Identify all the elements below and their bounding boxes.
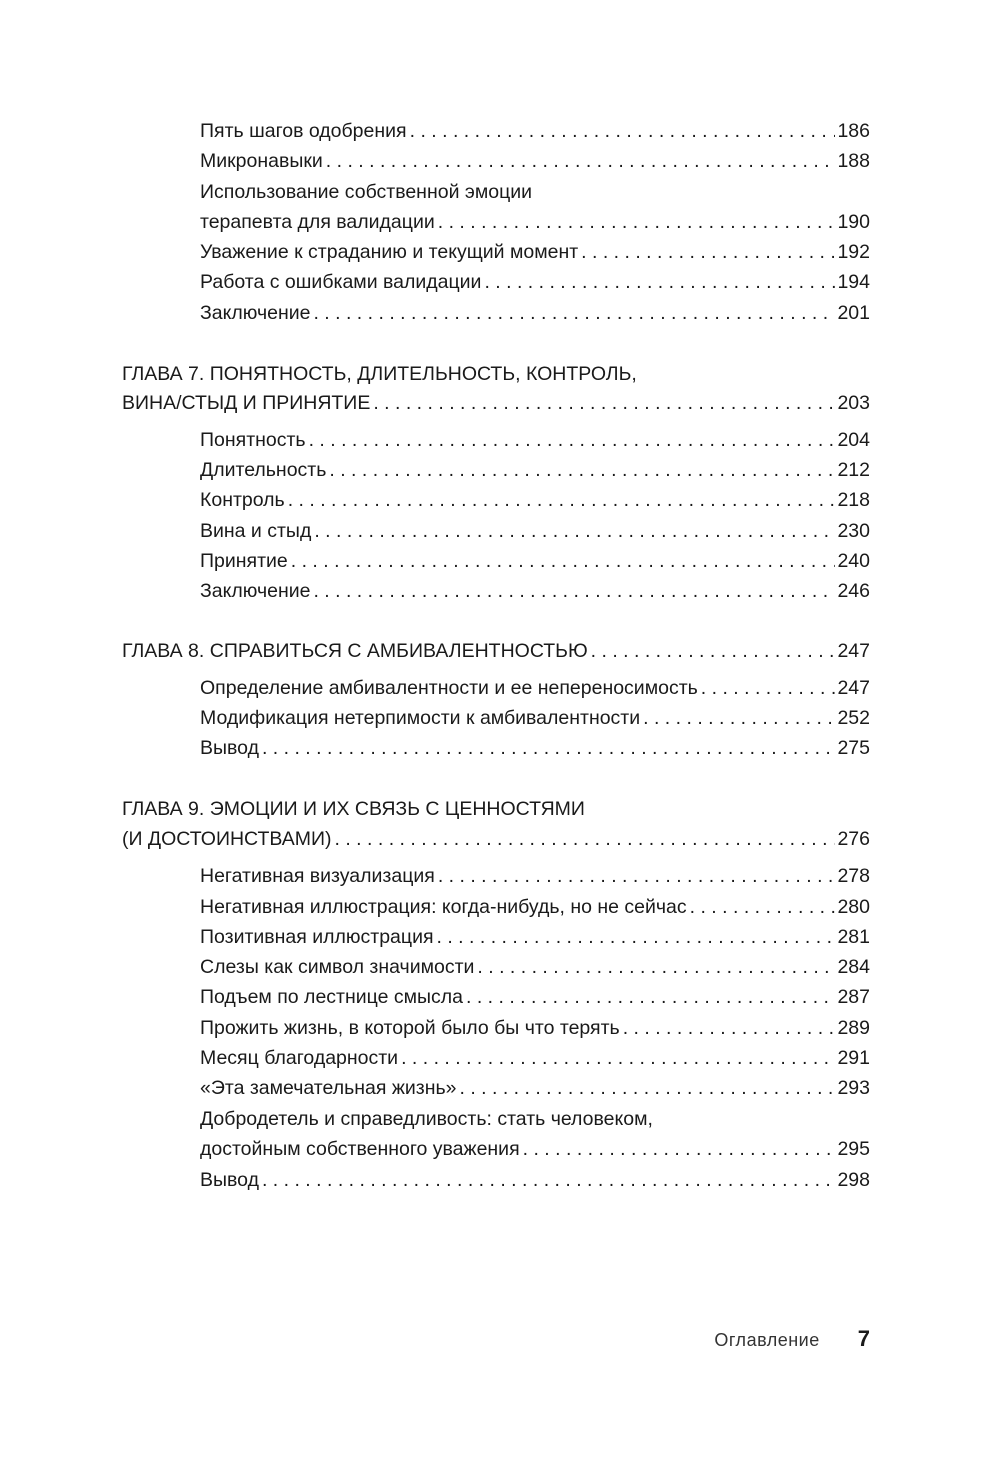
toc-chapter-8[interactable] — [122, 639, 870, 663]
toc-entry[interactable] — [200, 1046, 870, 1070]
toc-entry-title: достойным собственного уважения — [200, 1138, 520, 1160]
toc-entry-page: 293 — [837, 1077, 870, 1099]
toc-entry[interactable] — [200, 955, 870, 979]
toc-entry-title: Слезы как символ значимости — [200, 956, 475, 978]
toc-entry[interactable] — [200, 925, 870, 949]
toc-entry-page: 295 — [837, 1138, 870, 1160]
toc-entry-title: Позитивная иллюстрация — [200, 926, 434, 948]
toc-entry[interactable] — [200, 985, 870, 1009]
toc-entry-page: 192 — [837, 241, 870, 263]
toc-entry-page: 204 — [837, 429, 870, 451]
toc-entry-page: 298 — [837, 1169, 870, 1191]
toc-entry-page: 280 — [837, 896, 870, 918]
toc-chapter-9-heading[interactable] — [122, 797, 870, 821]
toc-entry-page: 218 — [837, 489, 870, 511]
toc-dot-leader — [291, 549, 836, 573]
toc-entry-page: 284 — [837, 956, 870, 978]
toc-entry-title: Уважение к страданию и текущий момент — [200, 241, 579, 263]
toc-entry[interactable] — [200, 210, 870, 234]
toc-dot-leader — [329, 458, 835, 482]
toc-entry-title: Заключение — [200, 580, 311, 602]
toc-dot-leader — [410, 119, 836, 143]
toc-entry-continued[interactable] — [200, 1107, 870, 1131]
toc-entry-page: 275 — [837, 737, 870, 759]
toc-entry-title: Использование собственной эмоции — [200, 181, 533, 203]
toc-dot-leader — [466, 985, 835, 1009]
toc-entry-title: Прожить жизнь, в которой было бы что терять — [200, 1017, 620, 1039]
toc-entry-title: Определение амбивалентности и ее непереносимость — [200, 677, 698, 699]
toc-dot-leader — [591, 639, 836, 663]
toc-entry-page: 252 — [837, 707, 870, 729]
toc-entry-title: «Эта замечательная жизнь» — [200, 1077, 457, 1099]
toc-entry-title: Вывод — [200, 1169, 259, 1191]
toc-entry-title: Негативная иллюстрация: когда-нибудь, но не сейчас — [200, 896, 687, 918]
toc-dot-leader — [701, 676, 836, 700]
toc-entry-title: Микронавыки — [200, 150, 323, 172]
toc-entry-title: Добродетель и справедливость: стать человеком, — [200, 1108, 653, 1130]
toc-chapter-title: (И ДОСТОИНСТВАМИ) — [122, 828, 332, 850]
toc-entry[interactable] — [200, 1076, 870, 1100]
toc-entry-page: 188 — [837, 150, 870, 172]
toc-entry-page: 281 — [837, 926, 870, 948]
toc-entry-page: 190 — [837, 211, 870, 233]
toc-entry-page: 291 — [837, 1047, 870, 1069]
toc-entry[interactable] — [200, 736, 870, 760]
toc-entry[interactable] — [200, 301, 870, 325]
toc-dot-leader — [643, 706, 835, 730]
toc-entry-title: Подъем по лестнице смысла — [200, 986, 463, 1008]
toc-entry[interactable] — [200, 488, 870, 512]
toc-entry-title: Вывод — [200, 737, 259, 759]
toc-chapter-7-heading[interactable] — [122, 362, 870, 386]
toc-chapter-page: 276 — [837, 828, 870, 850]
toc-entry-continued[interactable] — [200, 180, 870, 204]
toc-entry-title: Длительность — [200, 459, 327, 481]
toc-dot-leader — [484, 270, 835, 294]
toc-entry[interactable] — [200, 428, 870, 452]
toc-entry[interactable] — [200, 240, 870, 264]
toc-entry-page: 230 — [837, 520, 870, 542]
toc-entry-page: 289 — [837, 1017, 870, 1039]
toc-entry-page: 247 — [837, 677, 870, 699]
toc-entry-page: 212 — [837, 459, 870, 481]
toc-dot-leader — [314, 519, 835, 543]
toc-dot-leader — [623, 1016, 836, 1040]
toc-dot-leader — [288, 488, 836, 512]
toc-dot-leader — [335, 827, 836, 851]
toc-entry-title: Принятие — [200, 550, 288, 572]
toc-chapter-title: ВИНА/СТЫД И ПРИНЯТИЕ — [122, 392, 371, 414]
toc-dot-leader — [313, 579, 835, 603]
toc-dot-leader — [262, 1168, 835, 1192]
toc-dot-leader — [581, 240, 835, 264]
toc-entry[interactable] — [200, 149, 870, 173]
toc-entry-page: 194 — [837, 271, 870, 293]
toc-chapter-title: ГЛАВА 7. ПОНЯТНОСТЬ, ДЛИТЕЛЬНОСТЬ, КОНТРОЛЬ, — [122, 363, 637, 385]
toc-entry[interactable] — [200, 1168, 870, 1192]
toc-entry[interactable] — [200, 706, 870, 730]
toc-entry[interactable] — [200, 519, 870, 543]
toc-chapter-title: ГЛАВА 8. СПРАВИТЬСЯ С АМБИВАЛЕНТНОСТЬЮ — [122, 640, 588, 662]
toc-dot-leader — [401, 1046, 835, 1070]
toc-chapter-page: 203 — [837, 392, 870, 414]
toc-entry[interactable] — [200, 579, 870, 603]
toc-entry[interactable] — [200, 864, 870, 888]
toc-dot-leader — [373, 391, 835, 415]
toc-chapter-title: ГЛАВА 9. ЭМОЦИИ И ИХ СВЯЗЬ С ЦЕННОСТЯМИ — [122, 798, 585, 820]
toc-entry[interactable] — [200, 676, 870, 700]
toc-entry-page: 287 — [837, 986, 870, 1008]
page-number: 7 — [857, 1326, 870, 1351]
toc-entry-title: терапевта для валидации — [200, 211, 435, 233]
toc-entry[interactable] — [200, 1137, 870, 1161]
toc-dot-leader — [262, 736, 835, 760]
toc-entry-page: 186 — [837, 120, 870, 142]
toc-entry-page: 201 — [837, 302, 870, 324]
toc-entry-title: Пять шагов одобрения — [200, 120, 407, 142]
toc-dot-leader — [690, 895, 836, 919]
toc-entry-page: 240 — [837, 550, 870, 572]
toc-entry-title: Работа с ошибками валидации — [200, 271, 482, 293]
toc-dot-leader — [523, 1137, 836, 1161]
toc-entry-title: Модификация нетерпимости к амбивалентности — [200, 707, 641, 729]
toc-entry[interactable] — [200, 549, 870, 573]
page-footer — [714, 1326, 870, 1352]
toc-dot-leader — [438, 864, 836, 888]
toc-dot-leader — [460, 1076, 836, 1100]
toc-entry-title: Негативная визуализация — [200, 865, 435, 887]
toc-dot-leader — [477, 955, 835, 979]
toc-entry[interactable] — [200, 1016, 870, 1040]
toc-dot-leader — [326, 149, 836, 173]
toc-entry-title: Вина и стыд — [200, 520, 312, 542]
toc-entry-page: 278 — [837, 865, 870, 887]
toc-chapter-page: 247 — [837, 640, 870, 662]
toc-chapter-9[interactable] — [122, 827, 870, 851]
toc-dot-leader — [309, 428, 836, 452]
toc-dot-leader — [437, 925, 836, 949]
toc-chapter-7[interactable] — [122, 391, 870, 415]
toc-entry-title: Контроль — [200, 489, 285, 511]
footer-section-label: Оглавление — [714, 1330, 820, 1350]
toc-entry-title: Заключение — [200, 302, 311, 324]
toc-entry[interactable] — [200, 119, 870, 143]
toc-entry-page: 246 — [837, 580, 870, 602]
toc-dot-leader — [438, 210, 836, 234]
toc-entry-title: Месяц благодарности — [200, 1047, 399, 1069]
toc-dot-leader — [313, 301, 835, 325]
toc-entry[interactable] — [200, 458, 870, 482]
toc-entry[interactable] — [200, 270, 870, 294]
toc-entry[interactable] — [200, 895, 870, 919]
toc-entry-title: Понятность — [200, 429, 306, 451]
